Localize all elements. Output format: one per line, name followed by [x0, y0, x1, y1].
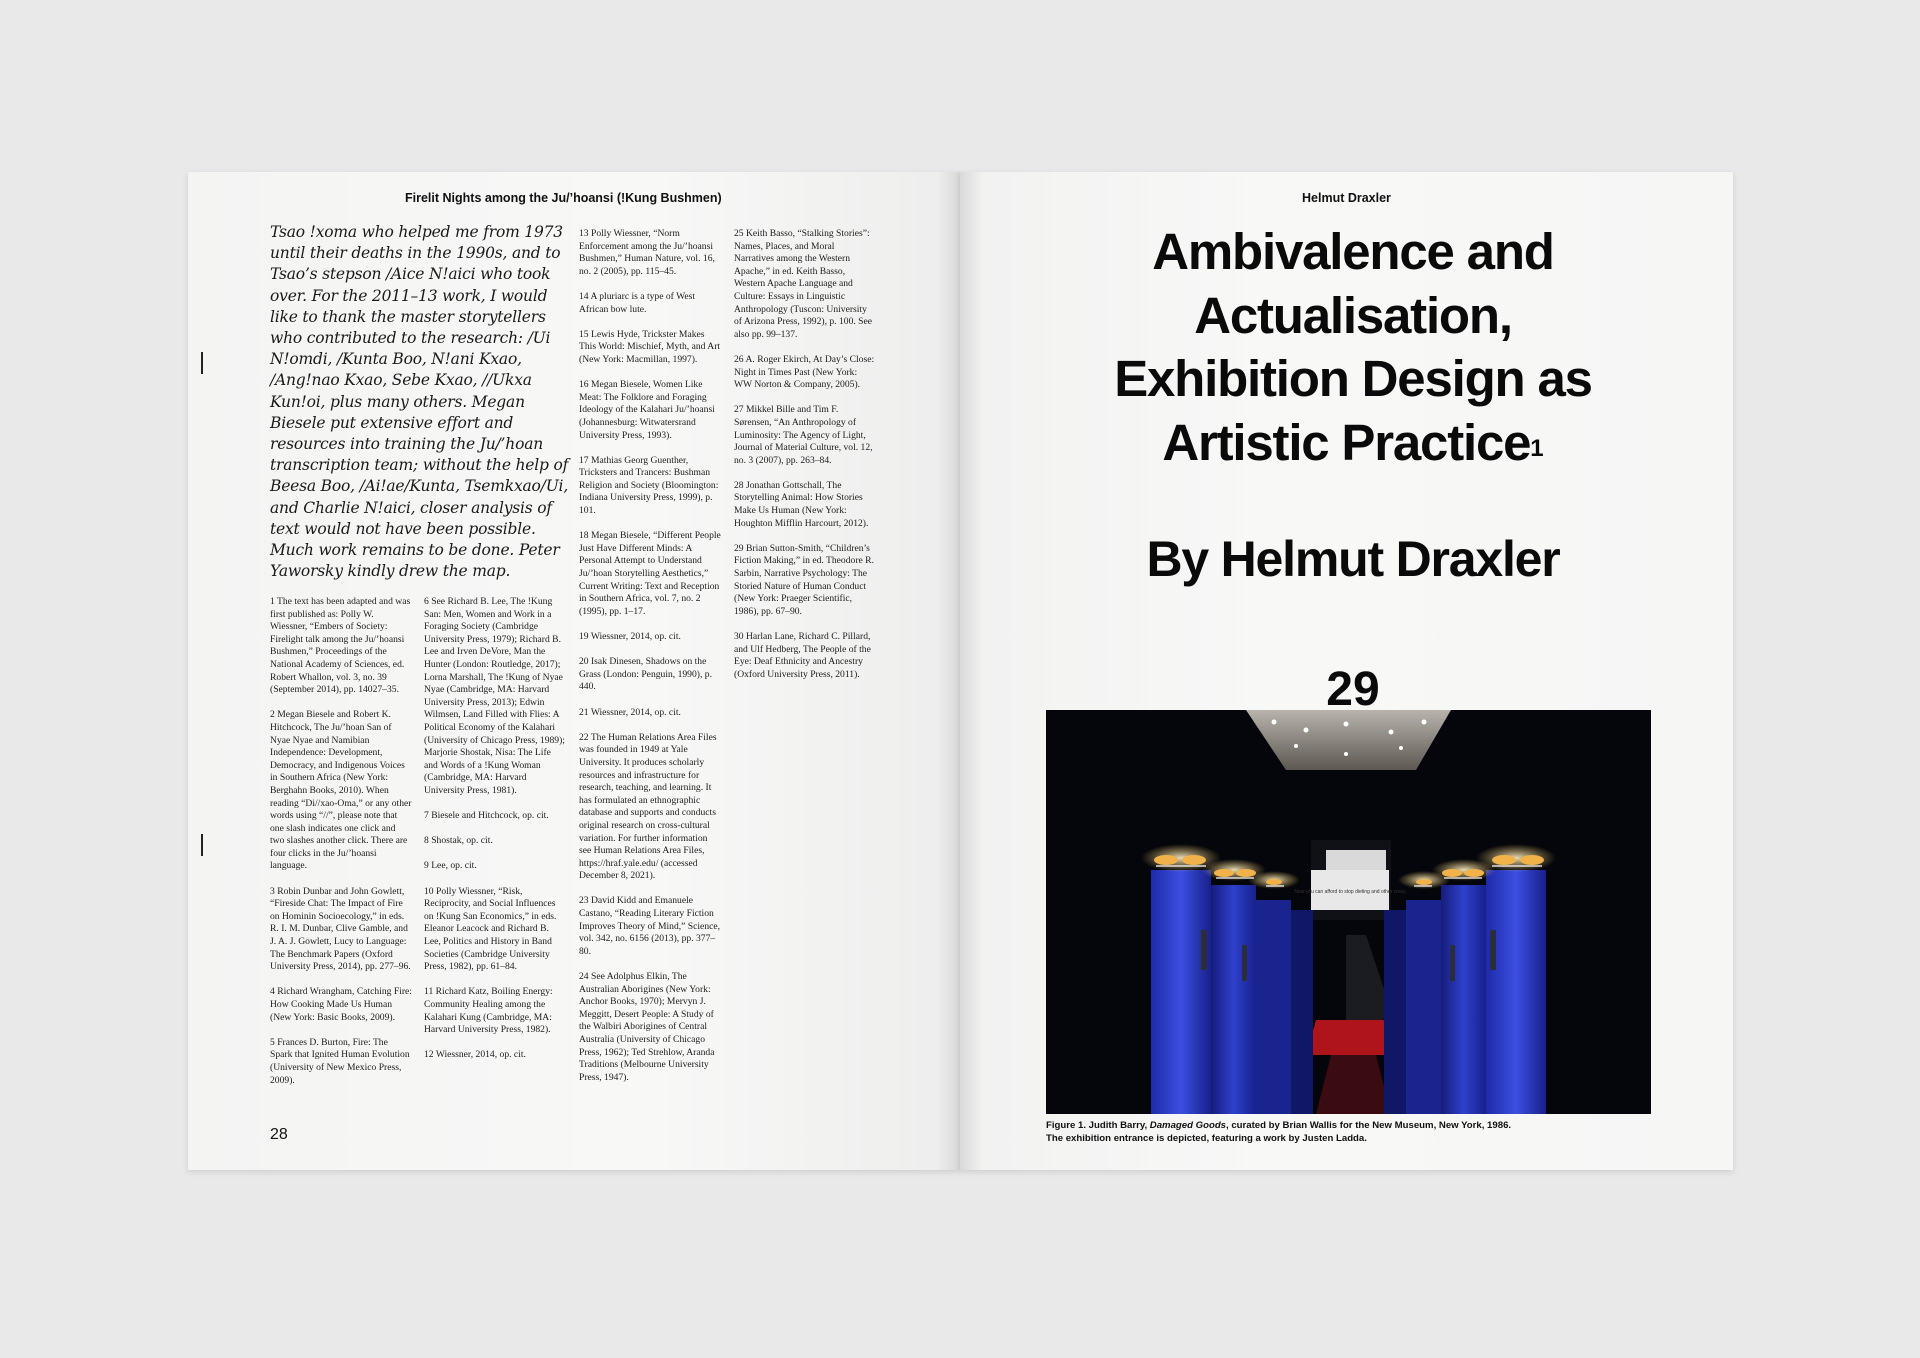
endnotes-column-2 — [424, 596, 566, 1075]
endnote: 30 Harlan Lane, Richard C. Pillard, and Ulf Hedberg, The People of the Eye: Deaf Ethnicity and Ancestry (Oxford University Press, 2011). — [734, 631, 871, 680]
book-spread — [188, 172, 1733, 1170]
title-line: Actualisation, — [1194, 286, 1512, 344]
endnote: 22 The Human Relations Area Files was founded in 1949 at Yale University. It produces scholarly resources and infrastructure for research, teaching, and learning. It has formulated an ethnographic database and supports and conducts original research on cross-cultural variation. For further information see Human Relations Area Files, https://hraf.yale.edu/ (accessed December 8, 2021). — [579, 731, 717, 882]
endnote: 13 Polly Wiessner, “Norm Enforcement among the Ju/’hoansi Bushmen,” Human Nature, vol. 16, no. 2 (2005), pp. 115–45. — [579, 228, 715, 277]
endnote: 8 Shostak, op. cit. — [424, 835, 493, 847]
endnote: 9 Lee, op. cit. — [424, 860, 477, 872]
title-line: Exhibition Design as — [1114, 350, 1592, 407]
exhibition-photo-drawing — [1046, 710, 1651, 1114]
endnotes-column-3 — [579, 228, 721, 1097]
endnote: 2 Megan Biesele and Robert K. Hitchcock, The Ju/’hoan San of Nyae Nyae and Namibian Independence: Development, Democracy, and Indigenous Voices in Southern Africa (New York: Berghahn Books, 2010). When reading “Di//xao-Oma,” or any other words using “//”, please note that one slash indicates one click and two slashes another click. There are four clicks in the Ju/’hoansi language. — [270, 709, 412, 872]
endnote: 25 Keith Basso, “Stalking Stories”: Names, Places, and Moral Narratives among the Western Apache,” in ed. Keith Basso, Western Apache Language and Culture: Essays in Linguistic Anthropology (Tuscon: University of Arizona Press, 1992), p. 100. See also pp. 99–137. — [734, 228, 873, 340]
endnote: 29 Brian Sutton-Smith, “Children’s Fiction Making,” in ed. Theodore R. Sarbin, Narrative Psychology: The Storied Nature of Human Conduct (New York: Praeger Scientific, 1986), pp. 67–90. — [734, 542, 874, 617]
margin-marker — [201, 352, 203, 374]
endnote: 24 See Adolphus Elkin, The Australian Aborigines (New York: Anchor Books, 1970); Mervyn J. Meggitt, Desert People: A Study of the Walbiri Aborigines of Central Australia (University of Chicago Press, 1962); Ted Strehlow, Aranda Traditions (Melbourne University Press, 1947). — [579, 971, 715, 1083]
endnote: 17 Mathias Georg Guenther, Tricksters and Trancers: Bushman Religion and Society (Bloomington: Indiana University Press, 1999), p. 101. — [579, 454, 719, 517]
page-number: 29 — [1326, 663, 1380, 716]
exhibition-photo — [1046, 710, 1651, 1114]
margin-marker — [201, 834, 203, 856]
endnote: 7 Biesele and Hitchcock, op. cit. — [424, 810, 549, 822]
artwork-title: Damaged Goods — [1149, 1120, 1227, 1131]
endnote: 14 A pluriarc is a type of West African bow lute. — [579, 290, 696, 315]
endnote: 26 A. Roger Ekirch, At Day’s Close: Night in Times Past (New York: WW Norton & Company, 2005). — [734, 353, 875, 391]
footnote-marker[interactable]: 1 — [1530, 434, 1544, 462]
endnote: 28 Jonathan Gottschall, The Storytelling Animal: How Stories Make Us Human (New York: Houghton Mifflin Harcourt, 2012). — [734, 479, 869, 529]
endnotes-column-1 — [270, 596, 412, 1100]
endnote: 3 Robin Dunbar and John Gowlett, “Fireside Chat: The Impact of Fire on Hominin Socioecology,” in eds. R. I. M. Dunbar, Clive Gamble, and J. A. J. Gowlett, Lucy to Language: The Benchmark Papers (Oxford University Press, 2014), pp. 277–96. — [270, 885, 411, 973]
endnote: 6 See Richard B. Lee, The !Kung San: Men, Women and Work in a Foraging Society (Cambridge University Press, 1979); Richard B. Lee and Irven DeVore, Man the Hunter (London: Routledge, 2017); Lorna Marshall, The !Kung of Nyae Nyae (Cambridge, MA: Harvard University Press, 2013); Edwin Wilmsen, Land Filled with Flies: A Political Economy of the Kalahari (University of Chicago Press, 1989); Marjorie Shostak, Nisa: The Life and Words of a !Kung Woman (Cambridge, MA: Harvard University Press, 1981). — [424, 596, 565, 796]
endnote: 1 The text has been adapted and was first published as: Polly W. Wiessner, “Embers of Society: Firelight talk among the Ju/’hoansi Bushmen,” Proceedings of the National Academy of Sciences, ed. Robert Whallon, vol. 3, no. 39 (September 2014), pp. 14027–35. — [270, 596, 411, 696]
endnote: 21 Wiessner, 2014, op. cit. — [579, 706, 681, 718]
figure-caption: Figure 1. Judith Barry, Damaged Goods, curated by Brian Wallis for the New Museum, New York, 1986. The exhibition entrance is depicted, featuring a work by Justen Ladda. — [1046, 1120, 1512, 1144]
endnote: 4 Richard Wrangham, Catching Fire: How Cooking Made Us Human (New York: Basic Books, 2009). — [270, 986, 412, 1023]
author-byline: By Helmut Draxler — [1146, 531, 1560, 587]
left-page — [188, 172, 960, 1170]
page-number: 28 — [270, 1126, 288, 1143]
right-page — [960, 172, 1733, 1170]
endnote: 5 Frances D. Burton, Fire: The Spark that Ignited Human Evolution (University of New Mexico Press, 2009). — [270, 1036, 410, 1086]
endnote: 19 Wiessner, 2014, op. cit. — [579, 631, 681, 642]
endnote: 20 Isak Dinesen, Shadows on the Grass (London: Penguin, 1990), p. 440. — [579, 656, 712, 693]
acknowledgements-text: Tsao !xoma who helped me from 1973 until their deaths in the 1990s, and to Tsao’s stepson /Aice N!aici who took over. For the 2011–13 work, I would like to thank the master storytellers who contributed to the research: /Ui N!omdi, /Kunta Boo, N!ani Kxao, /Ang!nao Kxao, Sebe Kxao, //Ukxa Kun!oi, plus many others. Megan Biesele put extensive effort and resources into training the Ju/’hoan transcription team; without the help of Beesa Boo, /Ai!ae/Kunta, Tsemkxao/Ui, and Charlie N!aici, closer analysis of text would not have been possible. Much work remains to be done. Peter Yaworsky kindly drew the map. — [270, 223, 569, 581]
running-head: Firelit Nights among the Ju/’hoansi (!Kung Bushmen) — [405, 191, 722, 205]
endnote: 15 Lewis Hyde, Trickster Makes This World: Mischief, Myth, and Art (New York: Macmillan, 1997). — [579, 328, 721, 365]
endnote: 12 Wiessner, 2014, op. cit. — [424, 1049, 526, 1061]
endnote: 23 David Kidd and Emanuele Castano, “Reading Literary Fiction Improves Theory of Mind,” Science, vol. 342, no. 6156 (2013), pp. 377–80. — [579, 895, 721, 957]
endnote: 10 Polly Wiessner, “Risk, Reciprocity, and Social Influences on !Kung San Economics,” in eds. Eleanor Leacock and Richard B. Lee, Politics and History in Band Societies (Cambridge University Press, 1982), pp. 61–84. — [424, 885, 557, 973]
endnote: 18 Megan Biesele, “Different People Just Have Different Minds: A Personal Attempt to Understand Ju/’hoan Storytelling Aesthetics,” Current Writing: Text and Reception in Southern Africa, vol. 7, no. 2 (1995), pp. 1–17. — [579, 530, 721, 617]
title-line: Artistic Practice$^1$ — [1162, 413, 1544, 471]
title-line: Ambivalence and — [1152, 223, 1554, 280]
article-title — [1068, 220, 1638, 474]
endnote: 11 Richard Katz, Boiling Energy: Community Healing among the Kalahari Kung (Cambridge, MA: Harvard University Press, 1982). — [424, 986, 553, 1036]
endnote: 16 Megan Biesele, Women Like Meat: The Folklore and Foraging Ideology of the Kalahari Ju/’hoansi (Johannesburg: Witwatersrand University Press, 1993). — [579, 379, 715, 441]
endnote: 27 Mikkel Bille and Tim F. Sørensen, “An Anthropology of Luminosity: The Agency of Light, Journal of Material Culture, vol. 12, no. 3 (2007), pp. 263–84. — [734, 404, 873, 466]
endnotes-column-4 — [734, 228, 876, 694]
photo-sign-text: Now you can afford to stop dieting and other crazy — [1294, 889, 1406, 895]
running-head: Helmut Draxler — [1302, 191, 1391, 205]
